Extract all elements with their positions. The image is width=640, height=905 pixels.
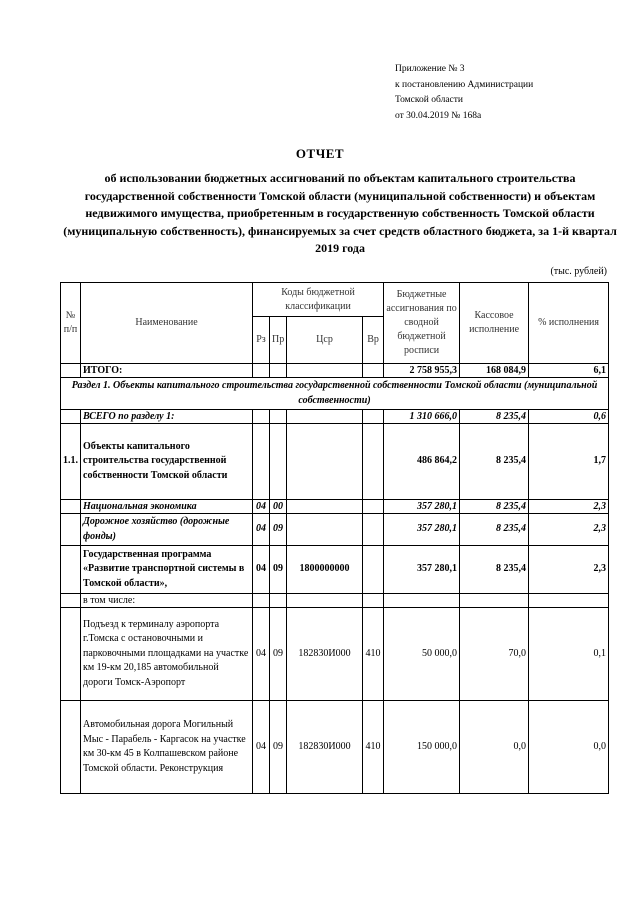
- row-csr: [287, 424, 363, 500]
- row-percent: 0,1: [529, 608, 609, 701]
- row-num: [61, 608, 81, 701]
- header-percent: % исполнения: [529, 283, 609, 364]
- row-num: [61, 546, 81, 594]
- row-cash: 8 235,4: [460, 424, 529, 500]
- row-percent: 1,7: [529, 424, 609, 500]
- header-rz: Рз: [253, 317, 270, 364]
- row-pr: 09: [270, 546, 287, 594]
- row-cash: 70,0: [460, 608, 529, 701]
- header-num: № п/п: [61, 283, 81, 364]
- row-rz: [253, 424, 270, 500]
- row-percent: 2,3: [529, 514, 609, 546]
- header-cash: Кассовое исполнение: [460, 283, 529, 364]
- row-num: [61, 514, 81, 546]
- annex-line-3: Томской области: [395, 95, 463, 105]
- table-row: [61, 500, 609, 514]
- row-csr: 182830И000: [287, 701, 363, 794]
- row-rz: 04: [253, 546, 270, 594]
- row-num: [61, 594, 81, 608]
- document-title: ОТЧЕТ: [295, 146, 345, 161]
- row-percent: 2,3: [529, 546, 609, 594]
- row-budget: 357 280,1: [384, 500, 460, 514]
- row-name: Дорожное хозяйство (дорожные фонды): [81, 514, 253, 546]
- section-1-total-percent: 0,6: [529, 410, 609, 424]
- total-row: [61, 364, 609, 378]
- row-num: 1.1.: [61, 424, 81, 500]
- annex-line-2: к постановлению Администрации: [395, 79, 534, 90]
- row-name: Автомобильная дорога Могильный Мыс - Парабель - Каргасок на участке км 30-км 45 в Колпашевском районе Томской области. Реконструкция: [81, 701, 253, 794]
- report-table: [60, 282, 609, 794]
- header-budget: Бюджетные ассигнования по сводной бюджетной росписи: [384, 283, 460, 364]
- row-pr: 00: [270, 500, 287, 514]
- row-vr: [363, 594, 384, 608]
- row-rz: 04: [253, 514, 270, 546]
- row-cash: 8 235,4: [460, 514, 529, 546]
- annex-line-4: от 30.04.2019 № 168а: [395, 110, 482, 121]
- row-rz: [253, 594, 270, 608]
- row-budget: 486 864,2: [384, 424, 460, 500]
- table-row: [61, 594, 609, 608]
- section-1-total-row: [61, 410, 609, 424]
- row-budget: 50 000,0: [384, 608, 460, 701]
- total-percent: 6,1: [529, 364, 609, 378]
- section-1-title: Раздел 1. Объекты капитального строительства государственной собственности Томской области (муниципальной собственности): [61, 378, 609, 410]
- total-name: ИТОГО:: [81, 364, 253, 378]
- row-percent: 0,0: [529, 701, 609, 794]
- section-1-total-name: ВСЕГО по разделу 1:: [81, 410, 253, 424]
- row-csr: [287, 514, 363, 546]
- row-cash: 8 235,4: [460, 546, 529, 594]
- units-label: (тыс. рублей): [550, 266, 607, 277]
- section-1-total-budget: 1 310 666,0: [384, 410, 460, 424]
- row-rz: 04: [253, 701, 270, 794]
- row-csr: [287, 594, 363, 608]
- total-budget: 2 758 955,3: [384, 364, 460, 378]
- row-cash: 0,0: [460, 701, 529, 794]
- table-row: [61, 514, 609, 546]
- row-vr: [363, 424, 384, 500]
- row-pr: 09: [270, 608, 287, 701]
- table-row: [61, 424, 609, 500]
- row-vr: 410: [363, 701, 384, 794]
- annex-block: [395, 62, 533, 124]
- row-num: [61, 500, 81, 514]
- header-codes: Коды бюджетной классификации: [253, 283, 384, 317]
- row-percent: [529, 594, 609, 608]
- row-rz: 04: [253, 500, 270, 514]
- row-csr: 1800000000: [287, 546, 363, 594]
- total-cash: 168 084,9: [460, 364, 529, 378]
- row-name: Объекты капитального строительства государственной собственности Томской области: [81, 424, 253, 500]
- document-subtitle: об использовании бюджетных ассигнований по объектам капитального строительства государственной собственности Томской области (муниципальной собственности) и объектам недвижимого имущества, приобретенным в государственную собственность Томской области (муниципальную собственность), финансируемых за счет средств областного бюджета, за 1-й квартал 2019 года: [63, 171, 617, 255]
- row-csr: 182830И000: [287, 608, 363, 701]
- row-num: [61, 701, 81, 794]
- row-pr: 09: [270, 701, 287, 794]
- row-budget: 357 280,1: [384, 546, 460, 594]
- row-cash: [460, 594, 529, 608]
- table-row: [61, 608, 609, 701]
- row-name: Государственная программа «Развитие транспортной системы в Томской области»,: [81, 546, 253, 594]
- row-budget: [384, 594, 460, 608]
- row-rz: 04: [253, 608, 270, 701]
- row-budget: 357 280,1: [384, 514, 460, 546]
- row-name: в том числе:: [81, 594, 253, 608]
- header-pr: Пр: [270, 317, 287, 364]
- row-pr: [270, 424, 287, 500]
- header-csr: Цср: [287, 317, 363, 364]
- row-vr: [363, 546, 384, 594]
- row-csr: [287, 500, 363, 514]
- row-vr: 410: [363, 608, 384, 701]
- row-name: Национальная экономика: [81, 500, 253, 514]
- row-pr: [270, 594, 287, 608]
- row-vr: [363, 514, 384, 546]
- row-pr: 09: [270, 514, 287, 546]
- header-vr: Вр: [363, 317, 384, 364]
- row-percent: 2,3: [529, 500, 609, 514]
- row-budget: 150 000,0: [384, 701, 460, 794]
- row-vr: [363, 500, 384, 514]
- header-name: Наименование: [81, 283, 253, 364]
- table-row: [61, 546, 609, 594]
- row-cash: 8 235,4: [460, 500, 529, 514]
- section-1-total-cash: 8 235,4: [460, 410, 529, 424]
- row-name: Подъезд к терминалу аэропорта г.Томска с остановочными и парковочными площадками на участке км 19-км 20,185 автомобильной дороги Томск-Аэропорт: [81, 608, 253, 701]
- table-row: [61, 701, 609, 794]
- annex-line-1: Приложение № 3: [395, 64, 465, 74]
